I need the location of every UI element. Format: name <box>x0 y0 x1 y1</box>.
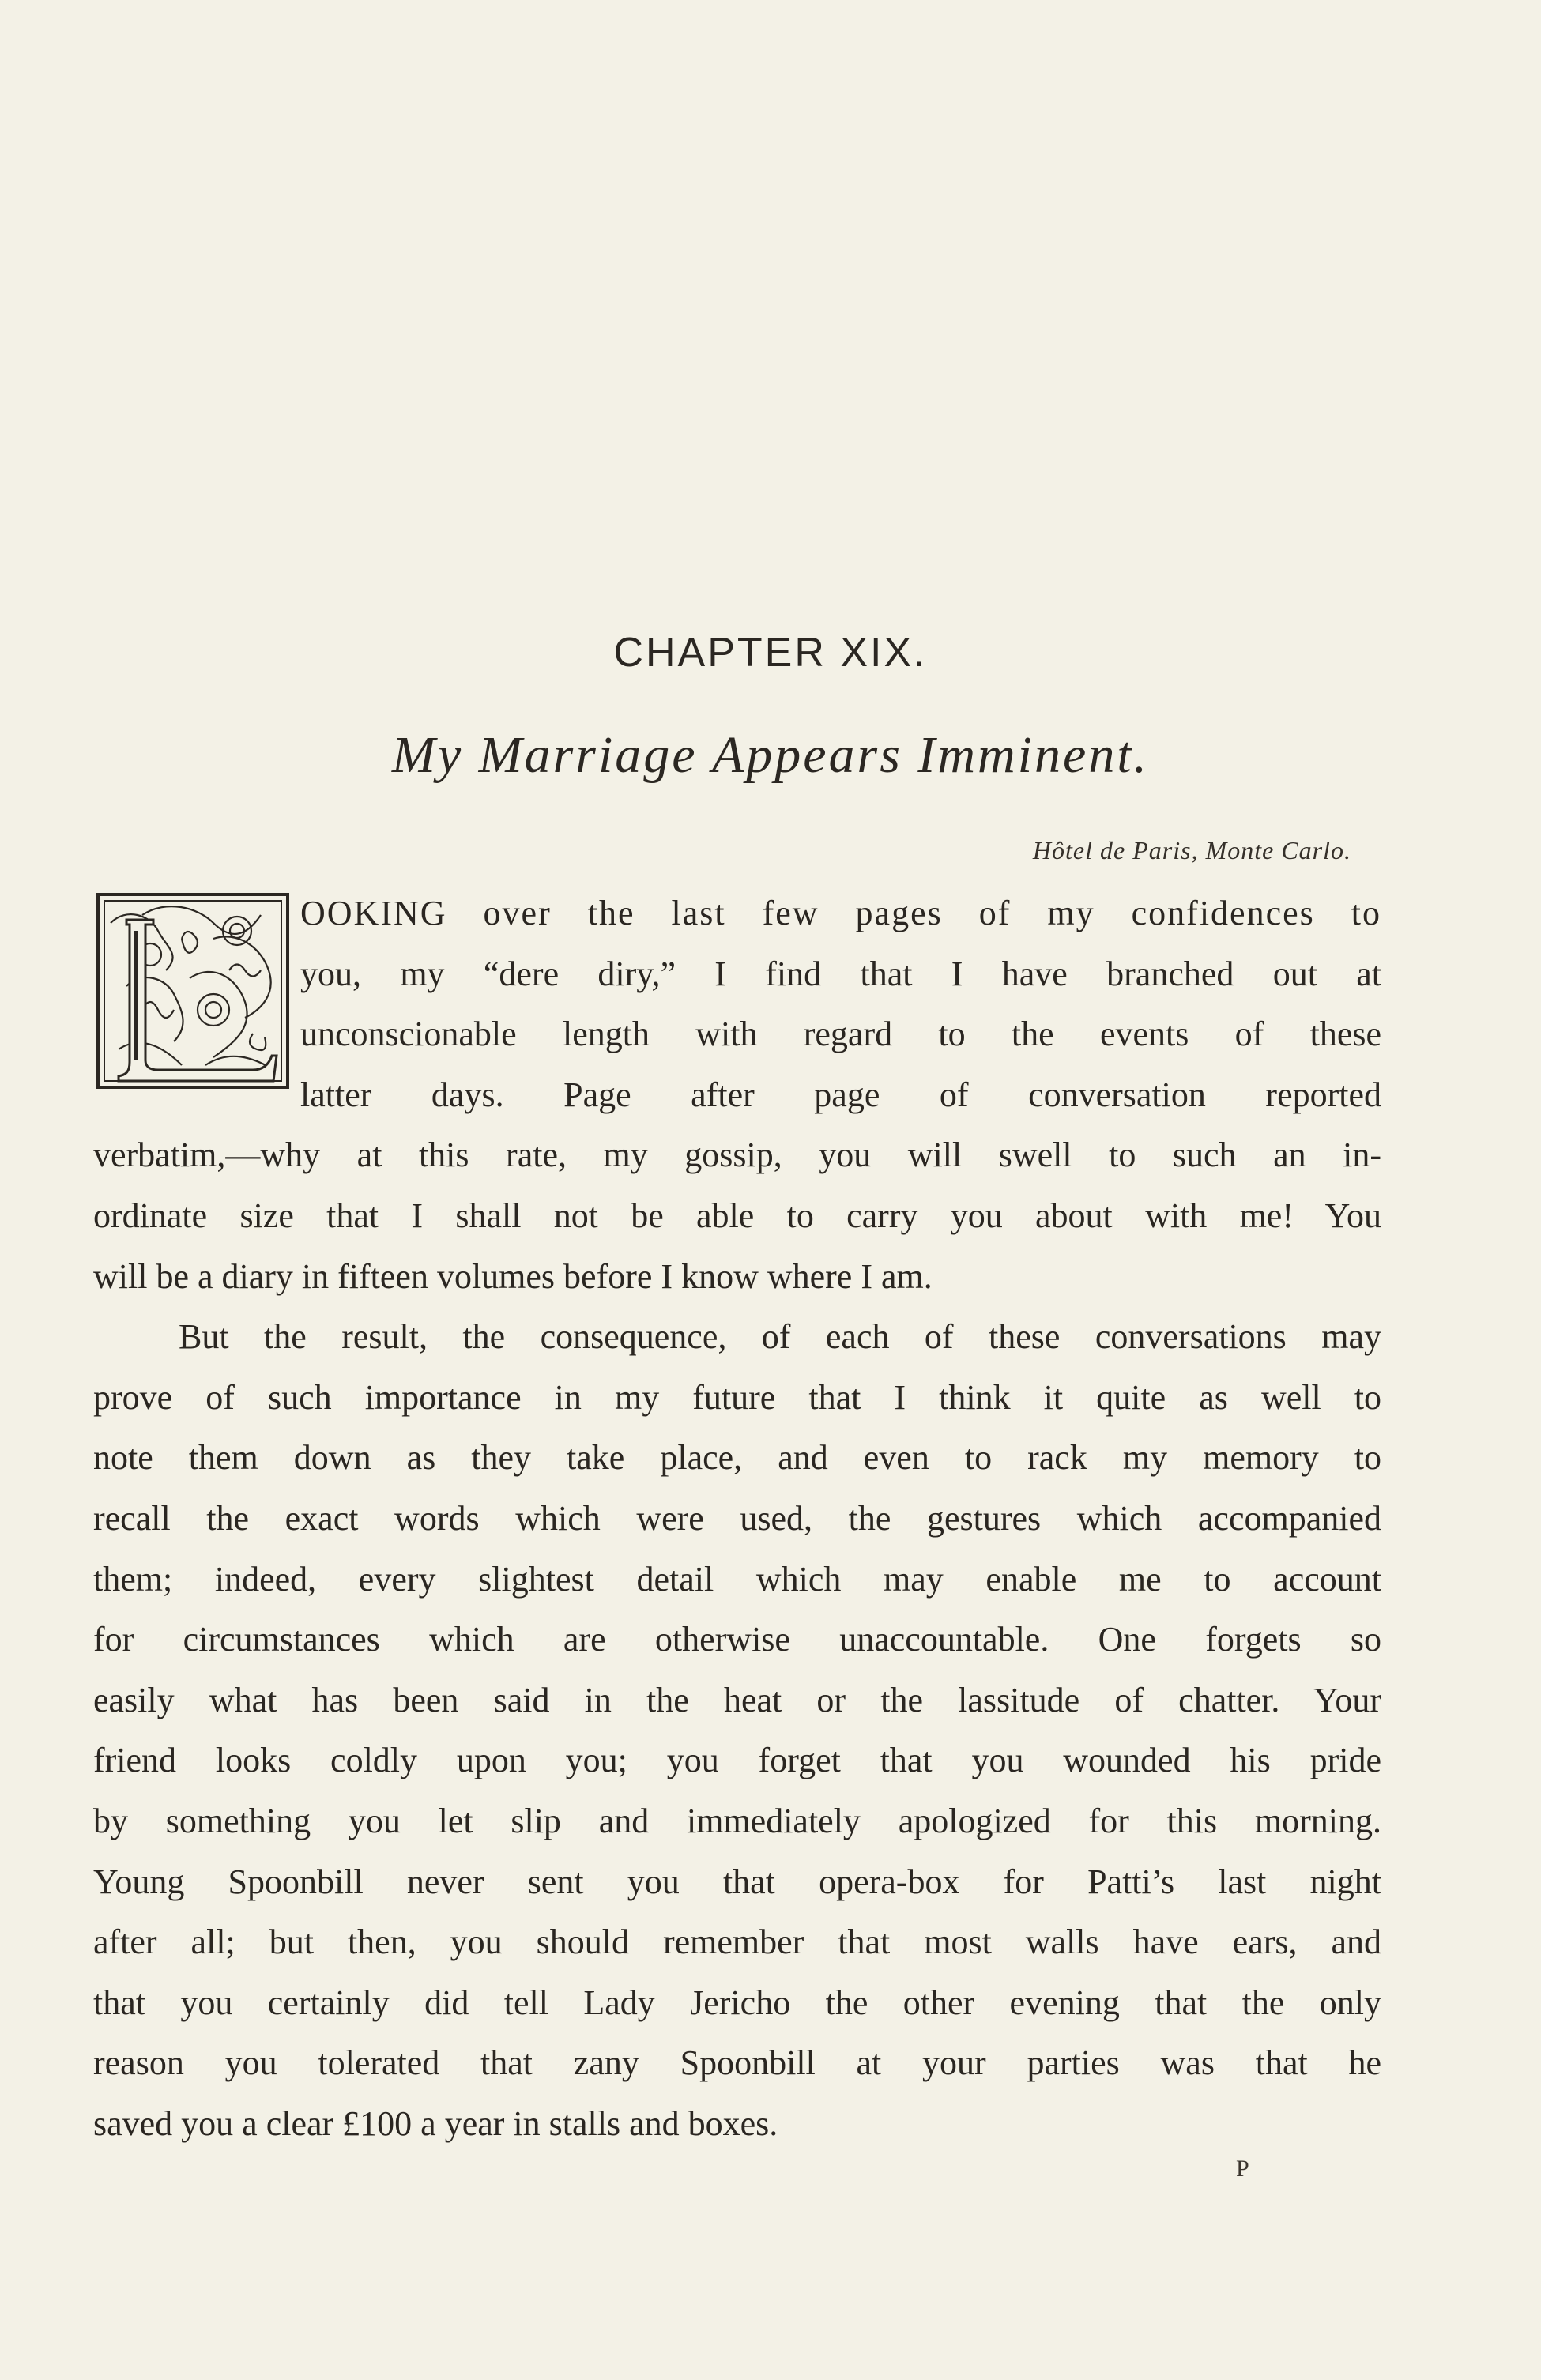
text-line: But the result, the consequence, of each of these conversations may <box>179 1317 1381 1357</box>
text-line: for circumstances which are otherwise unaccountable. One forgets so <box>93 1620 1381 1659</box>
text-line: reason you tolerated that zany Spoonbill at your parties was that he <box>93 2043 1381 2083</box>
chapter-heading: CHAPTER XIX. <box>613 630 928 676</box>
paragraph-2 <box>93 1307 1381 2154</box>
text-line: easily what has been said in the heat or the lassitude of chatter. Your <box>93 1680 1381 1719</box>
text-line: friend looks coldly upon you; you forget that you wounded his pride <box>93 1741 1381 1780</box>
text-line: saved you a clear £100 a year in stalls and boxes. <box>93 2103 778 2143</box>
text-line: prove of such importance in my future that I think it quite as well to <box>93 1377 1381 1417</box>
text-line: by something you let slip and immediately apologized for this morning. <box>93 1801 1381 1840</box>
text-line: verbatim,—why at this rate, my gossip, you will swell to such an in- <box>93 1135 1381 1175</box>
text-line: OOKING over the last few pages of my confidences to <box>300 894 1381 932</box>
text-line: unconscionable length with regard to the events of these <box>300 1015 1381 1054</box>
text-line: note them down as they take place, and even to rack my memory to <box>93 1438 1381 1478</box>
chapter-title: My Marriage Appears Imminent. <box>391 726 1150 784</box>
folio-signature: P <box>1236 2156 1249 2182</box>
text-line: will be a diary in fifteen volumes before I know where I am. <box>93 1256 933 1296</box>
text-line: Young Spoonbill never sent you that opera-box for Patti’s last night <box>93 1862 1381 1901</box>
text-line: you, my “dere diry,” I find that I have branched out at <box>300 954 1381 993</box>
body-text <box>93 883 1381 2154</box>
text-line: ordinate size that I shall not be able to carry you about with me! You <box>93 1196 1381 1235</box>
place-line: Hôtel de Paris, Monte Carlo. <box>1032 836 1351 864</box>
text-line: latter days. Page after page of conversation reported <box>300 1075 1381 1114</box>
text-line: them; indeed, every slightest detail which may enable me to account <box>93 1559 1381 1599</box>
paragraph-1 <box>93 883 1381 1307</box>
text-line: that you certainly did tell Lady Jericho the other evening that the only <box>93 1983 1381 2022</box>
text-line: recall the exact words which were used, the gestures which accompanied <box>93 1498 1381 1538</box>
text-line: after all; but then, you should remember that most walls have ears, and <box>93 1922 1381 1962</box>
